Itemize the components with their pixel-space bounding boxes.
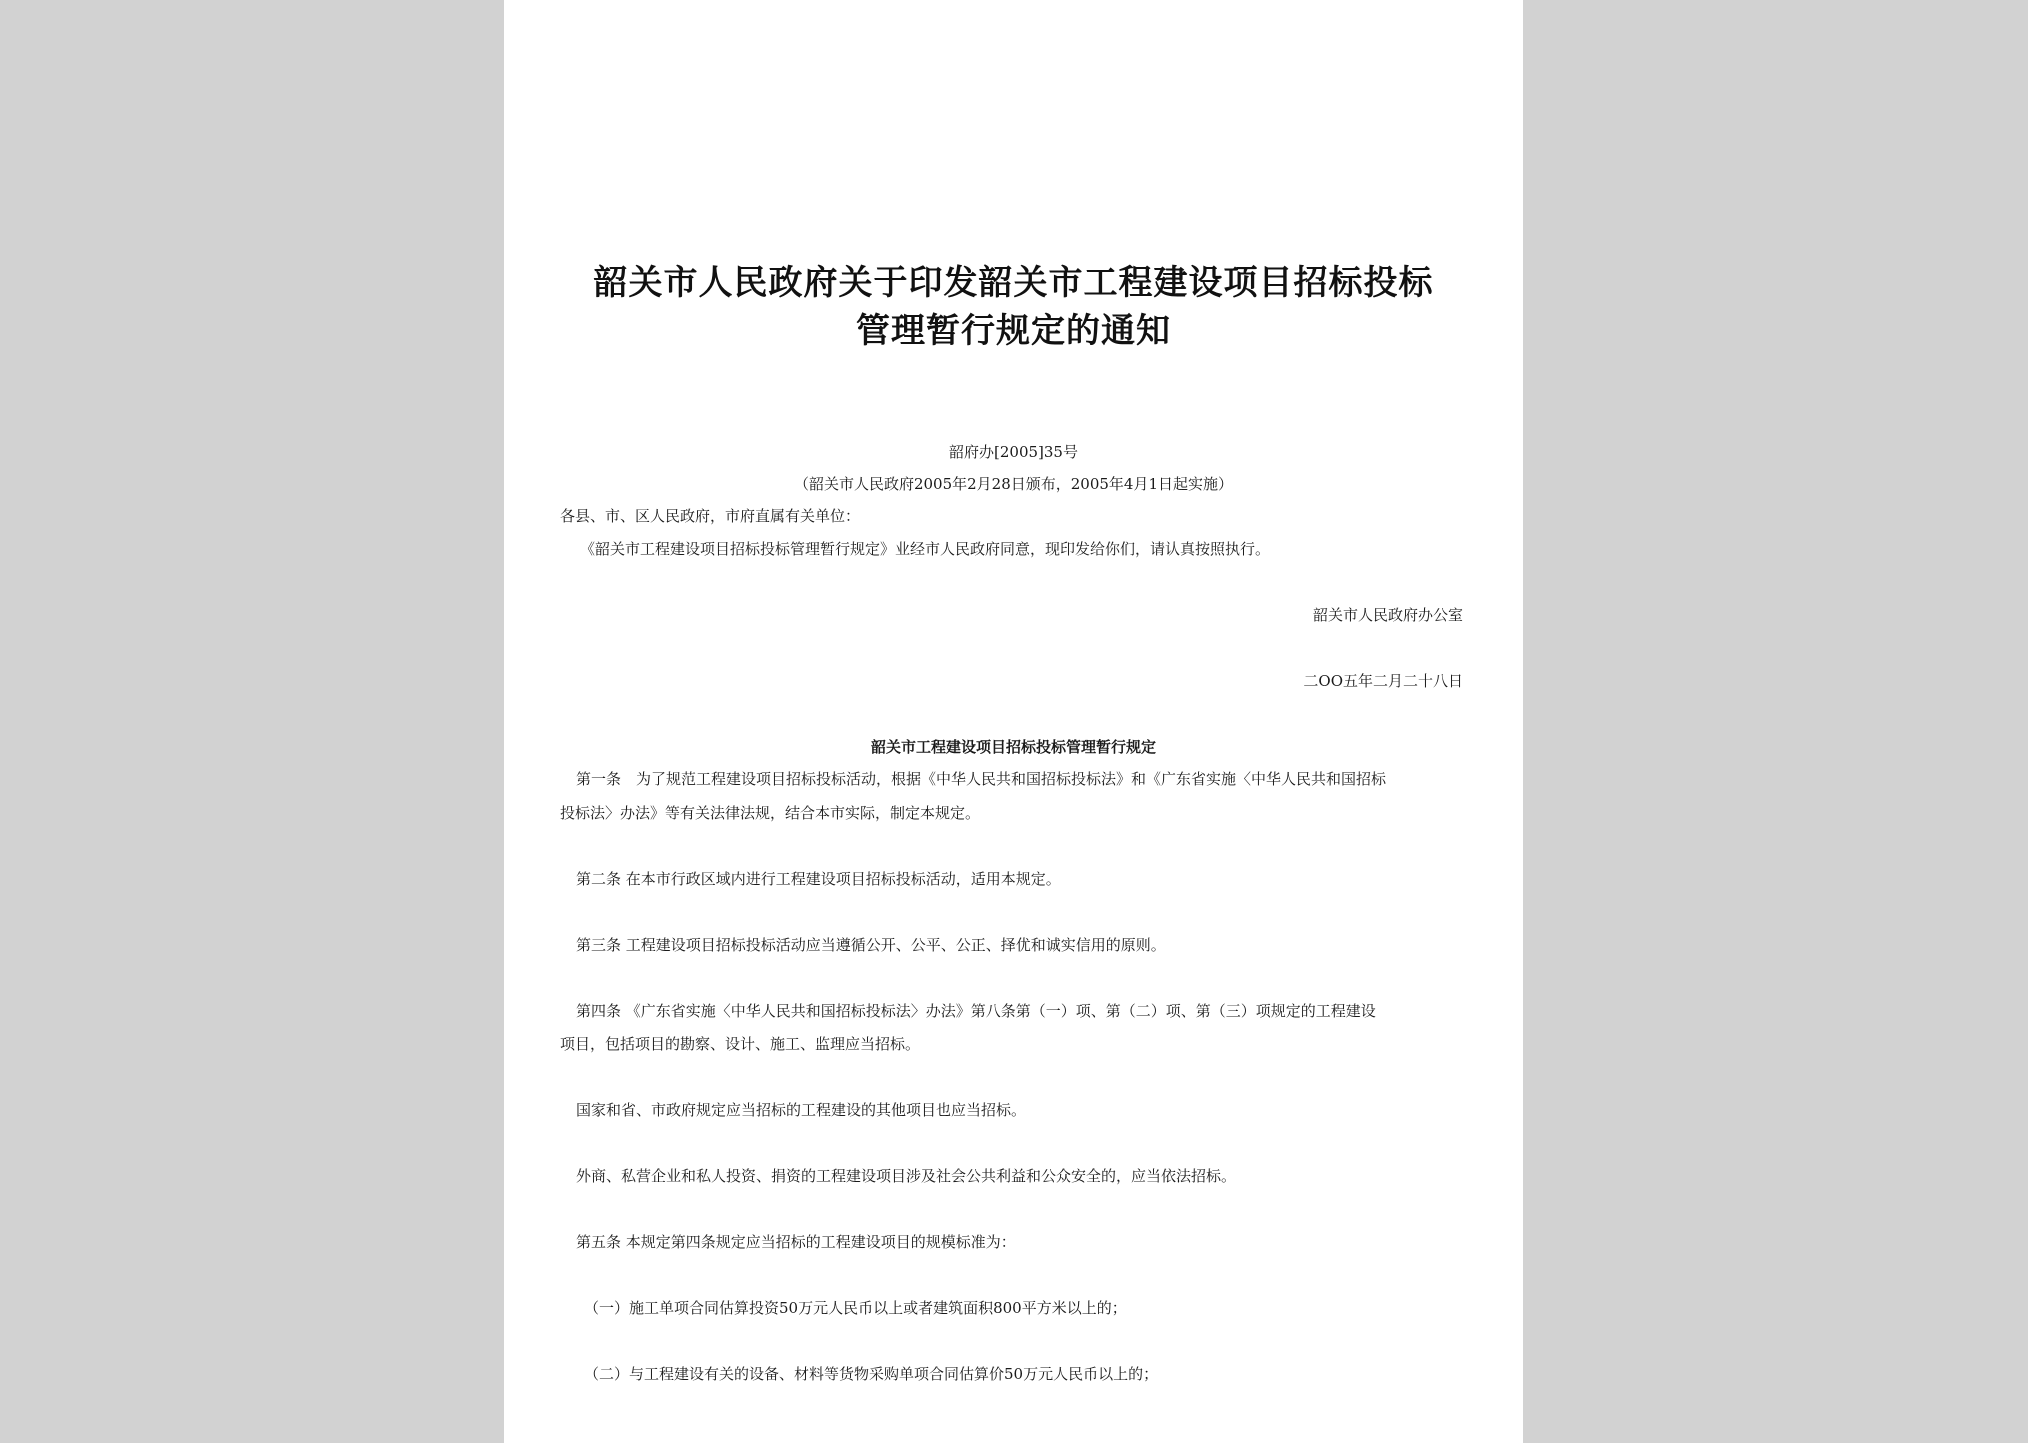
article-4-paragraph-3: 外商、私营企业和私人投资、捐资的工程建设项目涉及社会公共利益和公众安全的，应当依法招标。	[576, 1167, 1237, 1185]
article-3: 第三条 工程建设项目招标投标活动应当遵循公开、公平、公正、择优和诚实信用的原则。	[576, 936, 1166, 954]
article-5-item-2: （二）与工程建设有关的设备、材料等货物采购单项合同估算价50万元人民币以上的；	[584, 1365, 1159, 1383]
article-5-item-1: （一）施工单项合同估算投资50万元人民币以上或者建筑面积800平方米以上的；	[584, 1299, 1127, 1317]
issue-date: 二OO五年二月二十八日	[1303, 672, 1463, 690]
article-4-paragraph-2: 国家和省、市政府规定应当招标的工程建设的其他项目也应当招标。	[576, 1101, 1027, 1119]
issuer-signature: 韶关市人民政府办公室	[1312, 606, 1463, 624]
article-5: 第五条 本规定第四条规定应当招标的工程建设项目的规模标准为：	[576, 1233, 1016, 1251]
regulation-title: 韶关市工程建设项目招标投标管理暂行规定	[870, 738, 1156, 756]
document-title-line-1: 韶关市人民政府关于印发韶关市工程建设项目招标投标	[593, 263, 1434, 303]
article-4-line-1: 第四条 《广东省实施〈中华人民共和国招标投标法〉办法》第八条第（一）项、第（二）项、第（三）项规定的工程建设	[576, 1002, 1376, 1020]
document-number: 韶府办[2005]35号	[949, 443, 1078, 461]
document-page	[504, 0, 1523, 1443]
document-title-line-2: 管理暂行规定的通知	[856, 311, 1171, 351]
article-4-line-2: 项目，包括项目的勘察、设计、施工、监理应当招标。	[560, 1035, 921, 1053]
article-1-line-1: 第一条 为了规范工程建设项目招标投标活动，根据《中华人民共和国招标投标法》和《广东省实施〈中华人民共和国招标	[576, 770, 1387, 788]
article-2: 第二条 在本市行政区域内进行工程建设项目招标投标活动，适用本规定。	[576, 870, 1061, 888]
addressee-line: 各县、市、区人民政府，市府直属有关单位：	[560, 507, 861, 525]
article-1-line-2: 投标法〉办法》等有关法律法规，结合本市实际，制定本规定。	[560, 804, 981, 822]
issue-note: （韶关市人民政府2005年2月28日颁布，2005年4月1日起实施）	[793, 475, 1234, 493]
intro-paragraph: 《韶关市工程建设项目招标投标管理暂行规定》业经市人民政府同意，现印发给你们，请认真按照执行。	[580, 540, 1271, 558]
